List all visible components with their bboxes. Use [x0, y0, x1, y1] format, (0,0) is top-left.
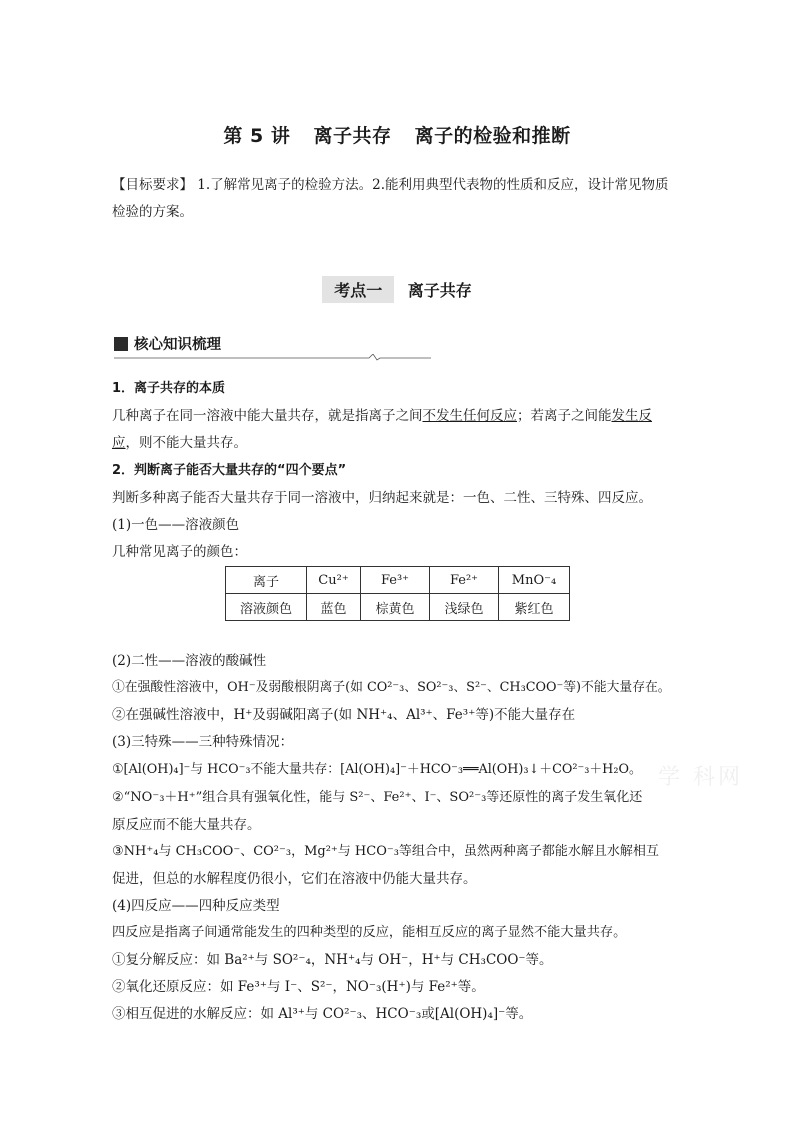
p1b-underline: 应: [112, 435, 126, 451]
knowledge-header: [114, 333, 221, 354]
paragraph-2: 判断多种离子能否大量共存于同一溶液中，归纳起来就是：一色、二性、三特殊、四反应。: [112, 490, 652, 506]
title-topic-2: 离子的检验和推断: [414, 125, 571, 147]
subsection-2: (2)二性——溶液的酸碱性: [112, 653, 267, 669]
subsection-3-line-5: 促进，但总的水解程度仍很小，它们在溶液中仍能大量共存。: [112, 871, 477, 887]
title-topic-1: 离子共存: [313, 125, 392, 147]
section-label: 考点一: [322, 276, 394, 303]
watermark: 学 科网: [658, 765, 743, 790]
table-cell: Cu²⁺: [307, 567, 361, 594]
table-cell: Fe²⁺: [430, 567, 499, 594]
header-block-icon: [114, 337, 128, 351]
heading-2: 2．判断离子能否大量共存的“四个要点”: [112, 463, 347, 478]
learning-goals: [112, 172, 687, 226]
p1a-text: 几种离子在同一溶液中能大量共存，就是指离子之间: [112, 408, 423, 424]
subsection-2-line-1: ①在强酸性溶液中，OH⁻及弱酸根阴离子(如 CO²⁻₃、SO²⁻₃、S²⁻、CH₃COO⁻等)不能大量存在。: [112, 680, 671, 695]
subsection-3-line-4: ③NH⁺₄与 CH₃COO⁻、CO²⁻₃，Mg²⁺与 HCO⁻₃等组合中，虽然两种离子都能水解且水解相互: [112, 844, 659, 859]
section-heading: [0, 276, 794, 303]
ion-color-table: [225, 566, 570, 621]
subsection-3-line-3: 原反应而不能大量共存。: [112, 817, 261, 833]
paragraph-1a: [112, 404, 692, 424]
p1b-text: ，则不能大量共存。: [125, 435, 247, 451]
lecture-number: 第 5 讲: [223, 125, 291, 147]
subsection-1-intro: 几种常见离子的颜色：: [112, 544, 247, 560]
subsection-4: (4)四反应——四种反应类型: [112, 898, 280, 914]
subsection-3: (3)三特殊——三种特殊情况：: [112, 734, 294, 750]
subsection-3-line-2: ②“NO⁻₃＋H⁺”组合具有强氧化性，能与 S²⁻、Fe²⁺、I⁻、SO²⁻₃等还原性的离子发生氧化还: [112, 790, 643, 805]
table-cell: 溶液颜色: [226, 594, 307, 621]
table-cell: MnO⁻₄: [499, 567, 570, 594]
header-divider: [114, 354, 431, 362]
table-row: [226, 594, 570, 621]
p1a-text-mid: ；若离子之间能: [517, 408, 612, 424]
heading-1: 1．离子共存的本质: [112, 381, 226, 396]
goal-text-1: 1.了解常见离子的检验方法。2.能利用典型代表物的性质和反应，设计常见物质: [197, 177, 669, 193]
page-title: [0, 121, 794, 148]
goal-text-2: 检验的方案。: [112, 204, 193, 220]
p1a-underline-2: 发生反: [611, 408, 652, 424]
p1a-underline-1: 不发生任何反应: [422, 408, 517, 424]
goal-tag: 【目标要求】: [112, 177, 193, 193]
subsection-4-line-1: ①复分解反应：如 Ba²⁺与 SO²⁻₄，NH⁺₄与 OH⁻，H⁺与 CH₃COO⁻等。: [112, 952, 553, 968]
knowledge-header-label: 核心知识梳理: [134, 337, 221, 353]
subsection-4-line-3: ③相互促进的水解反应：如 Al³⁺与 CO²⁻₃、HCO⁻₃或[Al(OH)₄]⁻等。: [112, 1006, 533, 1022]
table-cell: 棕黄色: [361, 594, 430, 621]
subsection-1: (1)一色——溶液颜色: [112, 517, 240, 533]
table-header-row: [226, 567, 570, 594]
table-cell: 紫红色: [499, 594, 570, 621]
table-cell: 离子: [226, 567, 307, 594]
table-cell: 蓝色: [307, 594, 361, 621]
paragraph-1b: [112, 431, 692, 451]
section-name: 离子共存: [407, 281, 472, 300]
subsection-2-line-2: ②在强碱性溶液中，H⁺及弱碱阳离子(如 NH⁺₄、Al³⁺、Fe³⁺等)不能大量存在: [112, 707, 576, 723]
table-cell: 浅绿色: [430, 594, 499, 621]
subsection-4-line-2: ②氧化还原反应：如 Fe³⁺与 I⁻、S²⁻，NO⁻₃(H⁺)与 Fe²⁺等。: [112, 979, 485, 995]
subsection-4-intro: 四反应是指离子间通常能发生的四种类型的反应，能相互反应的离子显然不能大量共存。: [112, 925, 627, 940]
subsection-3-line-1: ①[Al(OH)₄]⁻与 HCO⁻₃不能大量共存：[Al(OH)₄]⁻＋HCO⁻₃══Al(OH)₃↓＋CO²⁻₃＋H₂O。: [112, 762, 642, 777]
table-cell: Fe³⁺: [361, 567, 430, 594]
